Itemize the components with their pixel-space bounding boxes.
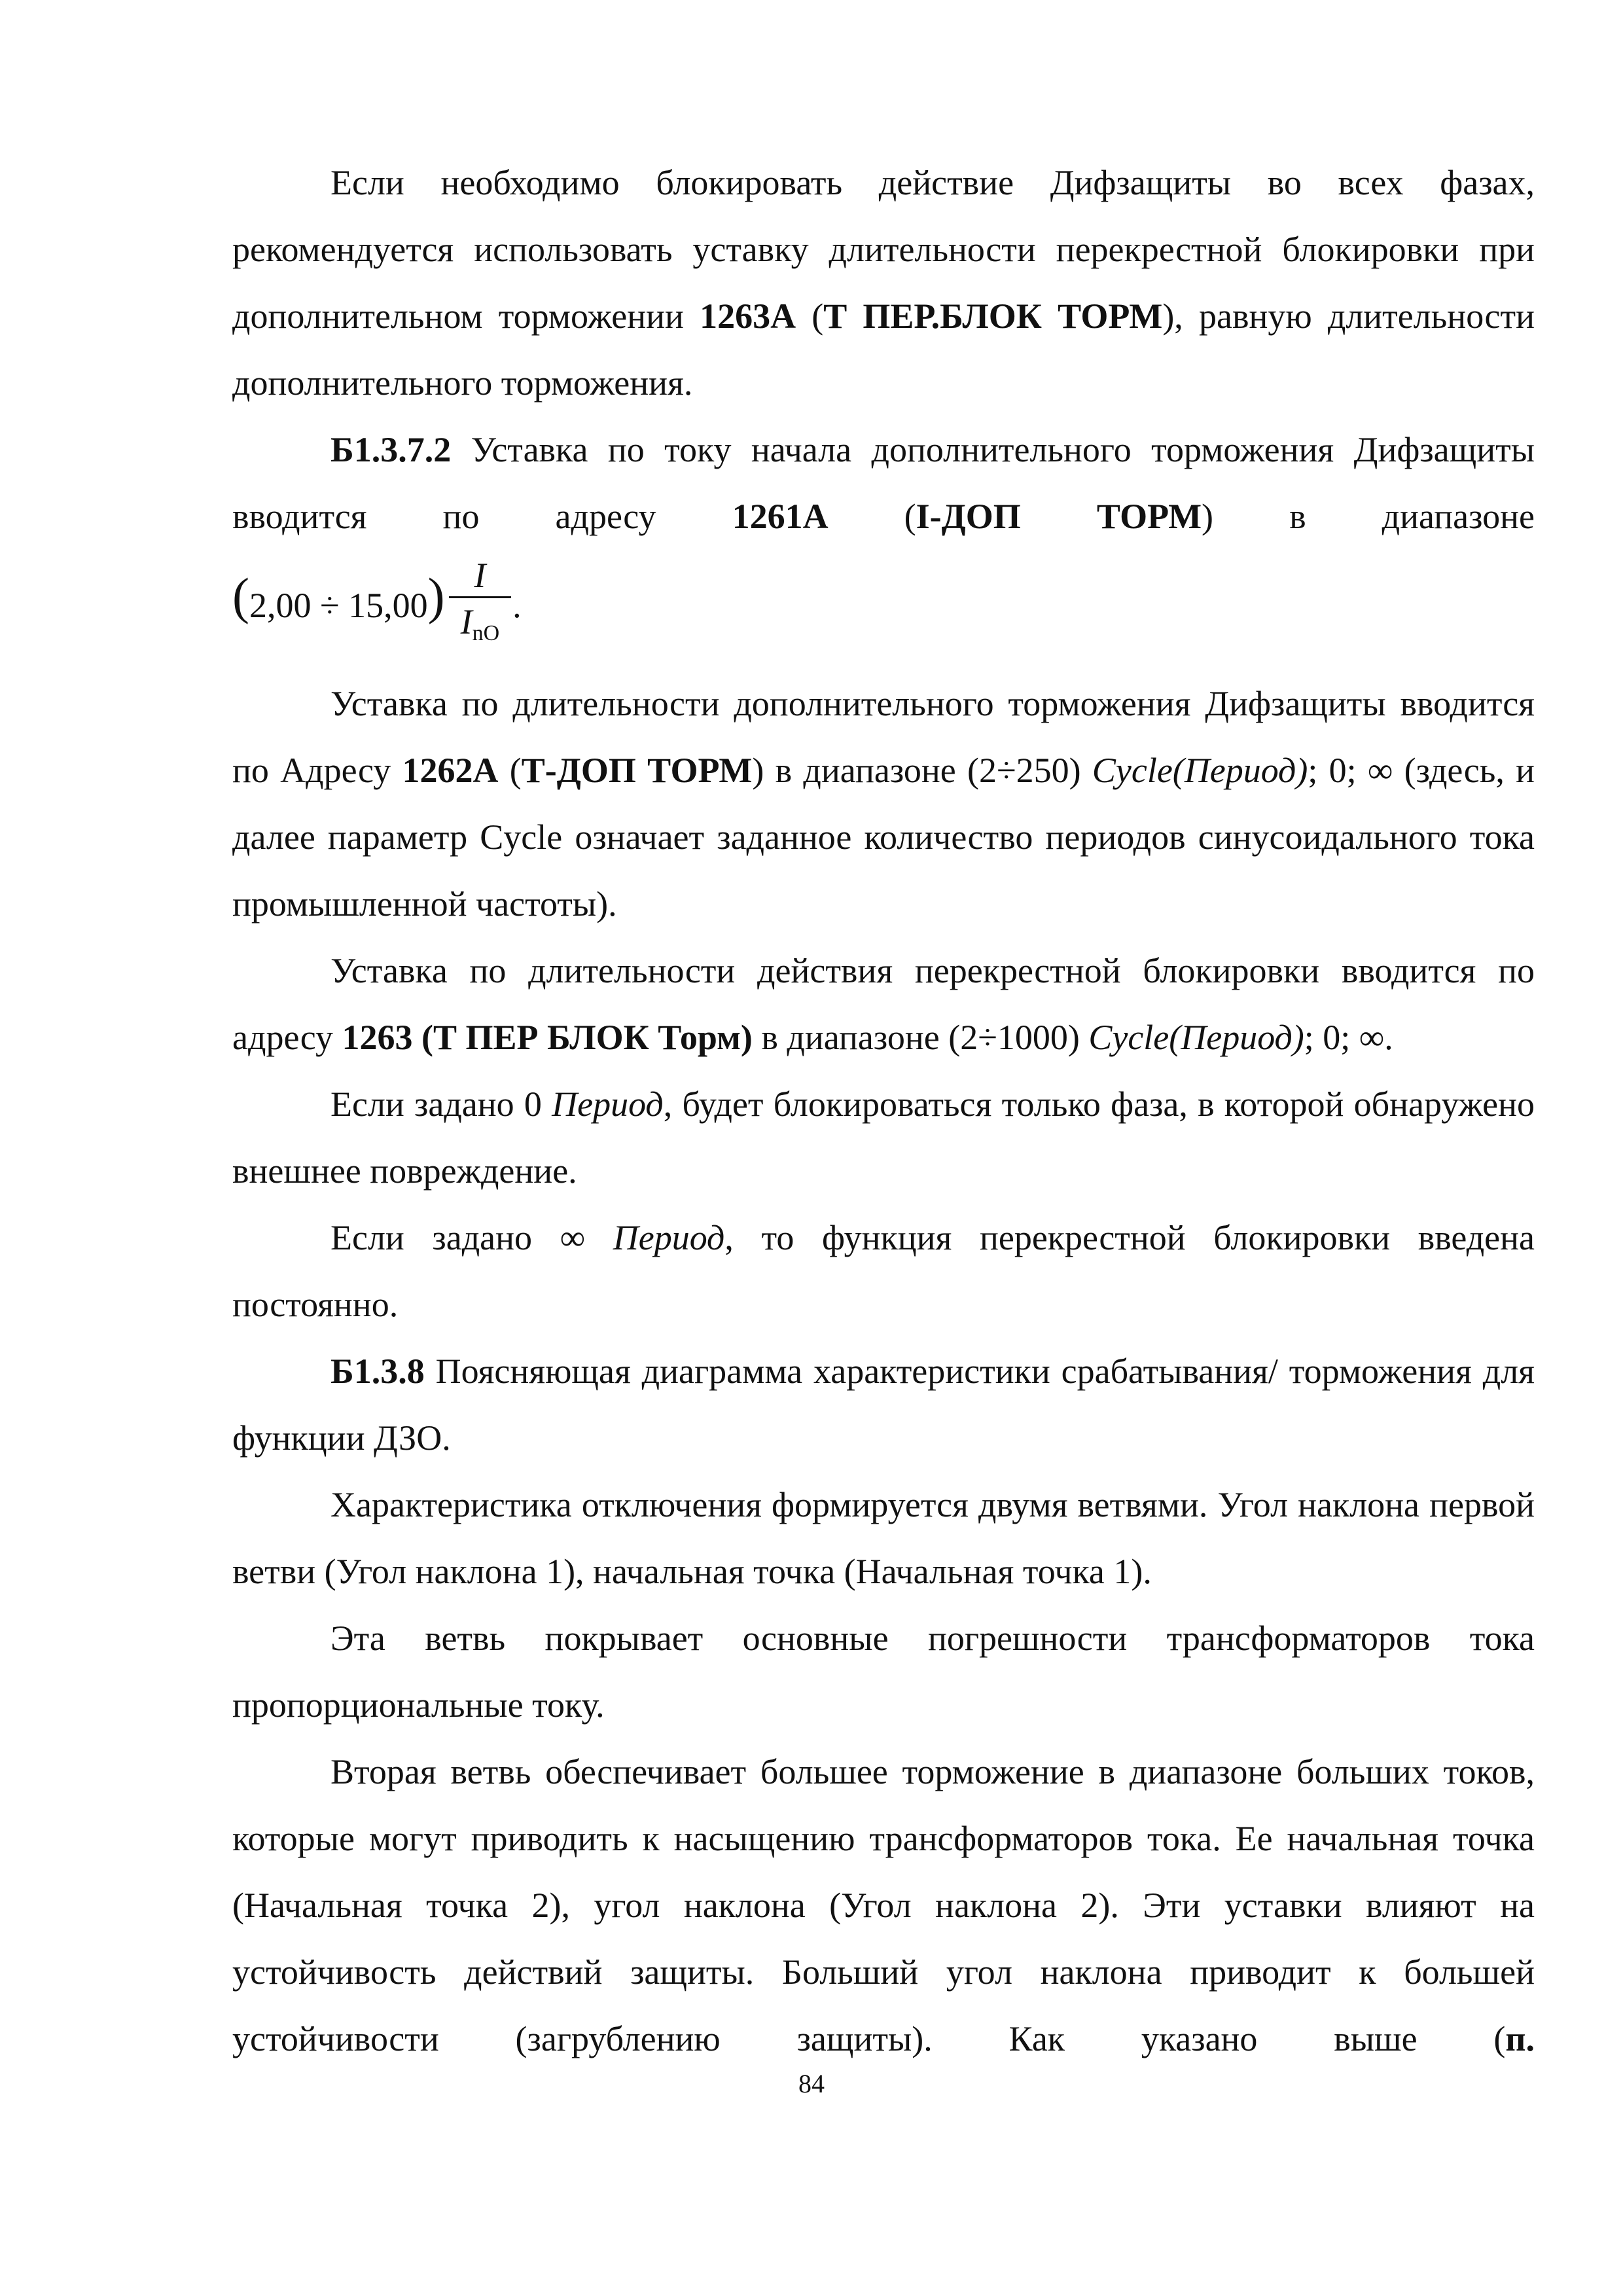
paragraph-characteristic: Характеристика отключения формируется двумя ветвями. Угол наклона первой ветви (Угол наклона 1), начальная точка (Начальная точка 1). [232, 1485, 1535, 1591]
formula-fraction: $\frac{I}{I_{nO}}$ [449, 554, 512, 657]
formula-range: 2,00 ÷ 15,00 [249, 586, 428, 625]
paragraph-first-branch: Эта ветвь покрывает основные погрешности трансформаторов тока пропорциональные току. [232, 1619, 1535, 1725]
text-block-main [232, 670, 1535, 2072]
paragraph-zero-period: Если задано 0 Период, будет блокироваться только фаза, в которой обнаружено внешнее повреждение. [232, 1085, 1535, 1191]
paragraph-infinite-period: Если задано ∞ Период, то функция перекрестной блокировки введена постоянно. [232, 1218, 1535, 1324]
paragraph-b1-3-7-2: Б1.3.7.2 Уставка по току начала дополнительного торможения Дифзащиты вводится по адресу 1261А (I-ДОП ТОРМ) в диапазоне [232, 430, 1535, 536]
paragraph-b1-3-8: Б1.3.8 Поясняющая диаграмма характеристики срабатывания/ торможения для функции ДЗО. [232, 1352, 1535, 1458]
range-formula: ( 2,00 ÷ 15,00 ) $\frac{I}{I_{nO}}$ . [232, 550, 522, 661]
text-block-top [232, 149, 1535, 550]
paragraph-blocking: Если необходимо блокировать действие Дифзащиты во всех фазах, рекомендуется использовать уставку длительности перекрестной блокировки при дополнительном торможении 1263А (Т ПЕР.БЛОК ТОРМ), равную длительности дополнительного торможения. [232, 163, 1535, 403]
section-number: Б1.3.7.2 [330, 430, 452, 469]
paragraph-second-branch: Вторая ветвь обеспечивает большее торможение в диапазоне больших токов, которые могут приводить к насыщению трансформаторов тока. Ее начальная точка (Начальная точка 2), угол наклона (Угол наклона 2). Эти уставки влияют на устойчивость действий защиты. Больший угол наклона приводит к большей устойчивости (загрублению защиты). Как указано выше (п. [232, 1752, 1535, 2058]
paragraph-t-dop-torm: Уставка по длительности дополнительного торможения Дифзащиты вводится по Адресу 1262А (Т-ДОП ТОРМ) в диапазоне (2÷250) Cycle(Период); 0; ∞ (здесь, и далее параметр Cycle означает заданное количество периодов синусоидального тока промышленной частоты). [232, 684, 1535, 924]
page-number: 84 [798, 2069, 825, 2098]
section-number: Б1.3.8 [330, 1352, 425, 1391]
paragraph-cross-blocking: Уставка по длительности действия перекрестной блокировки вводится по адресу 1263 (Т ПЕР БЛОК Торм) в диапазоне (2÷1000) Cycle(Период); 0; ∞. [232, 951, 1535, 1057]
